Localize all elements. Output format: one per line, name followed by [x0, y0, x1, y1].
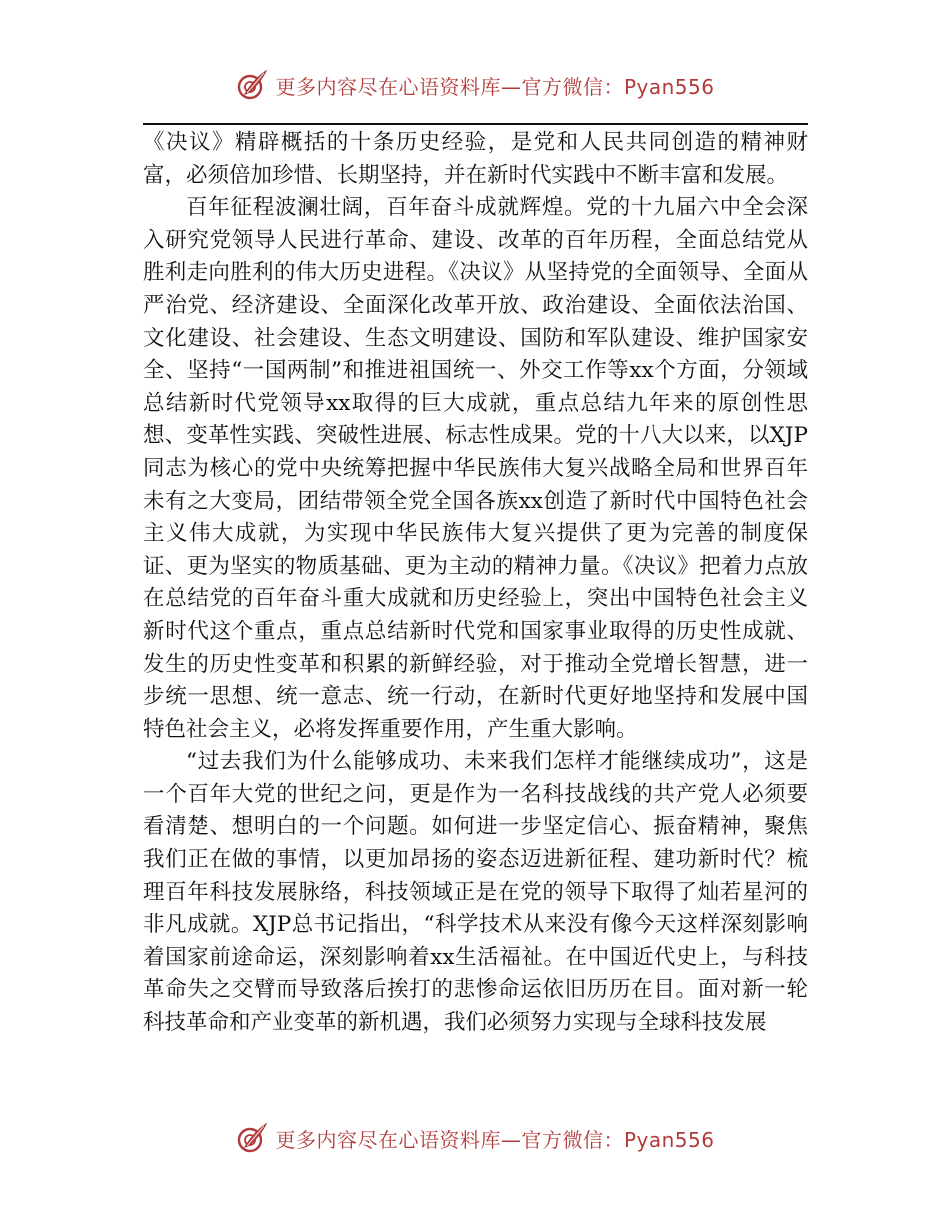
paragraph-3: “过去我们为什么能够成功、未来我们怎样才能继续成功”，这是一个百年大党的世纪之问，更是作为一名科技战线的共产党人必须要看清楚、想明白的一个问题。如何进一步坚定信心、振奋精神，聚焦我们正在做的事情，以更加昂扬的姿态迈进新征程、建功新时代？梳理百年科技发展脉络，科技领域正是在党的领导下取得了灿若星河的非凡成就。XJP总书记指出，“科学技术从来没有像今天这样深刻影响着国家前途命运，深刻影响着xx生活福祉。在中国近代史上，与科技革命失之交臂而导致落后挨打的悲惨命运依旧历历在目。面对新一轮科技革命和产业变革的新机遇，我们必须努力实现与全球科技发展: [143, 749, 808, 1036]
header-rule: [143, 123, 808, 125]
feather-quill-icon: [235, 68, 269, 102]
footer-banner: [0, 1121, 950, 1155]
document-body: [143, 127, 808, 1040]
paragraph-1: 《决议》精辟概括的十条历史经验，是党和人民共同创造的精神财富，必须倍加珍惜、长期坚持，并在新时代实践中不断丰富和发展。: [143, 130, 808, 188]
footer-banner-text: 更多内容尽在心语资料库—官方微信：Pyan556: [275, 1127, 715, 1152]
feather-quill-icon: [235, 1121, 269, 1155]
header-banner-text: 更多内容尽在心语资料库—官方微信：Pyan556: [275, 74, 715, 99]
header-banner: [0, 68, 950, 102]
paragraph-2: 百年征程波澜壮阔，百年奋斗成就辉煌。党的十九届六中全会深入研究党领导人民进行革命、建设、改革的百年历程，全面总结党从胜利走向胜利的伟大历史进程。《决议》从坚持党的全面领导、全面从严治党、经济建设、全面深化改革开放、政治建设、全面依法治国、文化建设、社会建设、生态文明建设、国防和军队建设、维护国家安全、坚持“一国两制”和推进祖国统一、外交工作等xx个方面，分领域总结新时代党领导xx取得的巨大成就，重点总结九年来的原创性思想、变革性实践、突破性进展、标志性成果。党的十八大以来，以XJP同志为核心的党中央统筹把握中华民族伟大复兴战略全局和世界百年未有之大变局，团结带领全党全国各族xx创造了新时代中国特色社会主义伟大成就，为实现中华民族伟大复兴提供了更为完善的制度保证、更为坚实的物质基础、更为主动的精神力量。《决议》把着力点放在总结党的百年奋斗重大成就和历史经验上，突出中国特色社会主义新时代这个重点，重点总结新时代党和国家事业取得的历史性成就、发生的历史性变革和积累的新鲜经验，对于推动全党增长智慧，进一步统一思想、统一意志、统一行动，在新时代更好地坚持和发展中国特色社会主义，必将发挥重要作用，产生重大影响。: [143, 195, 808, 742]
